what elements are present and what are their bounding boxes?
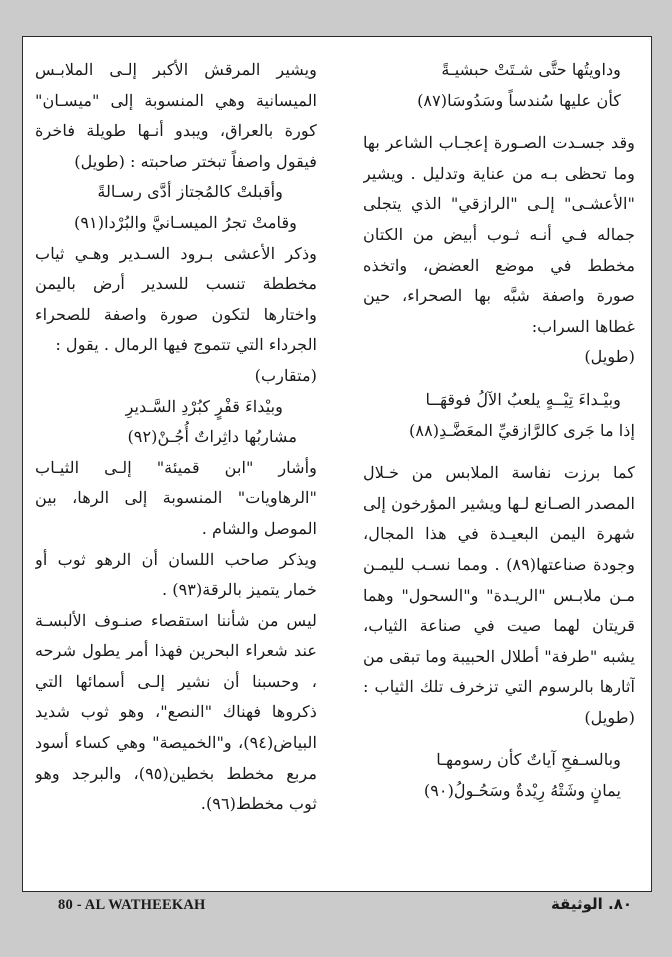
paragraph: ويذكر صاحب اللسان أن الرهو ثوب أو خمار يتميز بالرقة(٩٣) . [35, 549, 317, 600]
paragraph: ويشير المرقش الأكبر إلـى الملابـس الميسانية وهي المنسوبة إلى "ميسـان" كورة بالعراق، ويبدو أنـها طويلة فاخرة فيقول واصفاً تبختر صاحبته : (طويل) [35, 60, 317, 171]
verse-line: وداويتُها حتَّى شـتَتْ حبشيـةً [441, 60, 621, 79]
document-page [22, 36, 652, 892]
paragraph: كما برزت نفاسة الملابس من خـلال المصدر الصـانع لـها ويشير المؤرخون إلى شهرة اليمن البعيـدة في هذا المجال، وجودة صناعتها(٨٩) . ومما نسـب لليمـن مـن ملابـس "الريـدة" و"السحول" وهما قريتان لهما صيت في صناعة الثياب، يشبه "طرفة" أطلال الحبيبة وما تبقى من آثارها بالرسوم التي تزخرف تلك الثياب : (طويل) [363, 463, 635, 727]
page-number-english: 80 - AL WATHEEKAH [58, 897, 206, 913]
page-number-arabic: ٨٠. الوثيقة [550, 895, 632, 913]
verse-line: وأقبلتْ كالمُجتاز أدَّى رسـالةً [97, 182, 283, 202]
verse-line: إذا ما جَرى كالرَّازقيِّ المعَضَّـدِ(٨٨) [409, 420, 635, 440]
verse-line: وبيْداءَ قفْرٍ كبُرْدِ السَّـديرِ [125, 396, 283, 416]
meter-label: (طويل) [584, 347, 635, 367]
right-column [363, 55, 635, 877]
paragraph: ليس من شأننا استقصاء صنـوف الألبسـة عند شعراء البحرين فهذا أمر يطول شرحه ، وحسبنا أن نشير إلـى أسمائها التي ذكروها فهناك "النصع"، وهو ثوب شديد البياض(٩٤)، و"الخميصة" وهي كساء أسود مربع مخطط بخطين(٩٥)، والبرجد وهو ثوب مخطط(٩٦). [35, 610, 317, 814]
verse-line: وبالسـفحِ آياتٌ كأن رسومهـا [436, 750, 621, 770]
paragraph: وأشار "ابن قميئة" إلـى الثيـاب "الرهاويات" المنسوبة إلى الرها، بين الموصل والشام . [35, 457, 317, 538]
left-column [35, 55, 317, 877]
verse-line: يمانٍ وشَتْهُ رِيْدةٌ وسَحُـولُ(٩٠) [423, 781, 621, 801]
verse-line: مشاربُها داثِراتٌ أُجُـنْ(٩٢) [127, 427, 297, 447]
paragraph: وذكر الأعشى بـرود السـدير وهـي ثياب مخططة تنسب للسدير أرض باليمن واختارها لتكون صورة واصفة للصحراء الجرداء التي تتموج فيها الرمال . يقول : [35, 243, 317, 355]
meter-label: (متقارب) [254, 365, 317, 385]
page-footer [22, 895, 652, 919]
verse-line: كأن عليها سُندساً وسَدُوسَا(٨٧) [417, 90, 621, 110]
verse-line: وقامتْ تجرُ الميسـانيَّ والبُرْدا(٩١) [74, 212, 297, 232]
paragraph: وقد جسـدت الصـورة إعجـاب الشاعر بها وما تحظى بـه من عناية وتدليل . ويشير "الأعشـى" إلـى "الرازقي" الذي يتجلى جماله فـي أنـه ثـوب أبيض من الكتان مخطط في موضع العضض، واتخذه صورة واصفة شبَّه بها الصحراء، حين غطاها السراب: [363, 133, 635, 336]
verse-line: وبيْـداءَ تِيْــهٍ يلعبُ الآلُ فوقهَــا [425, 389, 621, 409]
